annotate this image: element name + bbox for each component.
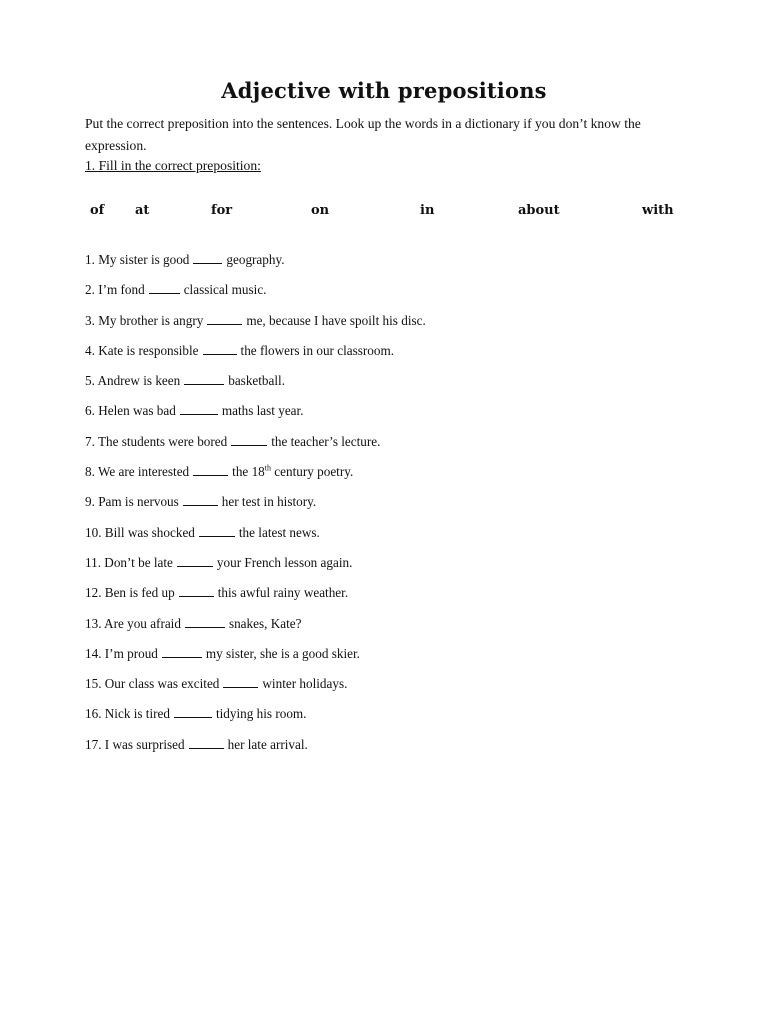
word-bank-item: on bbox=[311, 203, 330, 218]
sentence-start: 14. I’m proud bbox=[85, 645, 158, 661]
sentence-item bbox=[85, 643, 426, 673]
answer-blank[interactable] bbox=[223, 673, 258, 688]
sentence-start: 10. Bill was shocked bbox=[85, 524, 195, 540]
sentence-start: 8. We are interested bbox=[85, 464, 190, 480]
sentence-start: 16. Nick is tired bbox=[85, 706, 170, 722]
answer-blank[interactable] bbox=[183, 491, 218, 506]
sentence-end: geography. bbox=[226, 252, 285, 267]
sentence-item bbox=[85, 370, 426, 400]
sentence-item bbox=[85, 431, 426, 461]
sentence-item bbox=[85, 400, 426, 430]
instructions: Put the correct preposition into the sentences. Look up the words in a dictionary if you don’t know the expression. bbox=[85, 116, 641, 153]
sentence-end-prefix: the 18 bbox=[232, 464, 265, 480]
answer-blank[interactable] bbox=[189, 734, 224, 749]
answer-blank[interactable] bbox=[179, 582, 214, 597]
sentence-start: 5. Andrew is keen bbox=[85, 373, 181, 389]
sentence-start: 1. My sister is good bbox=[85, 252, 190, 267]
answer-blank[interactable] bbox=[199, 522, 235, 537]
answer-blank[interactable] bbox=[180, 400, 218, 415]
sentence-end: tidying his room. bbox=[215, 706, 307, 722]
sentence-end: winter holidays. bbox=[262, 676, 348, 692]
answer-blank[interactable] bbox=[231, 431, 267, 446]
sentence-item bbox=[85, 734, 426, 764]
sentence-item bbox=[85, 461, 426, 491]
answer-blank[interactable] bbox=[203, 340, 237, 355]
sentence-list bbox=[85, 249, 426, 764]
word-bank-item: of bbox=[90, 203, 105, 218]
sentence-end: your French lesson again. bbox=[216, 554, 353, 570]
sentence-item bbox=[85, 703, 426, 733]
sentence-start: 4. Kate is responsible bbox=[85, 342, 199, 358]
sentence-end: the latest news. bbox=[238, 524, 320, 540]
sentence-start: 9. Pam is nervous bbox=[85, 494, 179, 510]
sentence-end: my sister, she is a good skier. bbox=[205, 645, 360, 661]
word-bank-item: with bbox=[642, 203, 674, 218]
sentence-item bbox=[85, 613, 426, 643]
sentence-item bbox=[85, 673, 426, 703]
sentence-end: basketball. bbox=[228, 373, 285, 389]
page-title: Adjective with prepositions bbox=[221, 78, 547, 103]
answer-blank[interactable] bbox=[185, 613, 225, 628]
sentence-start: 13. Are you afraid bbox=[85, 615, 181, 631]
sentence-end: maths last year. bbox=[221, 403, 304, 419]
answer-blank[interactable] bbox=[162, 643, 202, 658]
answer-blank[interactable] bbox=[193, 249, 222, 264]
sentence-start: 12. Ben is fed up bbox=[85, 585, 175, 601]
sentence-start: 6. Helen was bad bbox=[85, 403, 176, 419]
sentence-start: 7. The students were bored bbox=[85, 433, 228, 449]
sentence-item bbox=[85, 279, 426, 309]
sentence-start: 3. My brother is angry bbox=[85, 312, 204, 328]
sentence-start: 2. I’m fond bbox=[85, 282, 145, 298]
sentence-item bbox=[85, 522, 426, 552]
sentence-end: the flowers in our classroom. bbox=[240, 342, 394, 358]
sentence-item bbox=[85, 310, 426, 340]
answer-blank[interactable] bbox=[207, 310, 242, 325]
sentence-item bbox=[85, 582, 426, 612]
sentence-end: century poetry. bbox=[274, 464, 354, 480]
sentence-item bbox=[85, 552, 426, 582]
sentence-start: 11. Don’t be late bbox=[85, 554, 173, 570]
answer-blank[interactable] bbox=[149, 279, 180, 294]
sentence-end: me, because I have spoilt his disc. bbox=[246, 312, 426, 328]
answer-blank[interactable] bbox=[193, 461, 228, 476]
sentence-item bbox=[85, 491, 426, 521]
sentence-item bbox=[85, 340, 426, 370]
sentence-end: this awful rainy weather. bbox=[217, 585, 349, 601]
word-bank-item: at bbox=[135, 203, 150, 218]
task-heading: 1. Fill in the correct preposition: bbox=[85, 158, 261, 173]
ordinal-suffix: th bbox=[264, 463, 271, 473]
sentence-end: snakes, Kate? bbox=[228, 615, 302, 631]
sentence-end: the teacher’s lecture. bbox=[271, 433, 381, 449]
word-bank-item: in bbox=[420, 203, 435, 218]
sentence-end: her late arrival. bbox=[227, 736, 308, 752]
answer-blank[interactable] bbox=[177, 552, 213, 567]
word-bank bbox=[0, 203, 768, 225]
answer-blank[interactable] bbox=[184, 370, 224, 385]
sentence-end: her test in history. bbox=[221, 494, 317, 510]
sentence-start: 15. Our class was excited bbox=[85, 676, 220, 692]
word-bank-item: for bbox=[211, 203, 233, 218]
word-bank-item: about bbox=[518, 203, 560, 218]
sentence-end: classical music. bbox=[183, 282, 267, 298]
sentence-item bbox=[85, 249, 426, 279]
answer-blank[interactable] bbox=[174, 703, 212, 718]
sentence-start: 17. I was surprised bbox=[85, 736, 185, 752]
